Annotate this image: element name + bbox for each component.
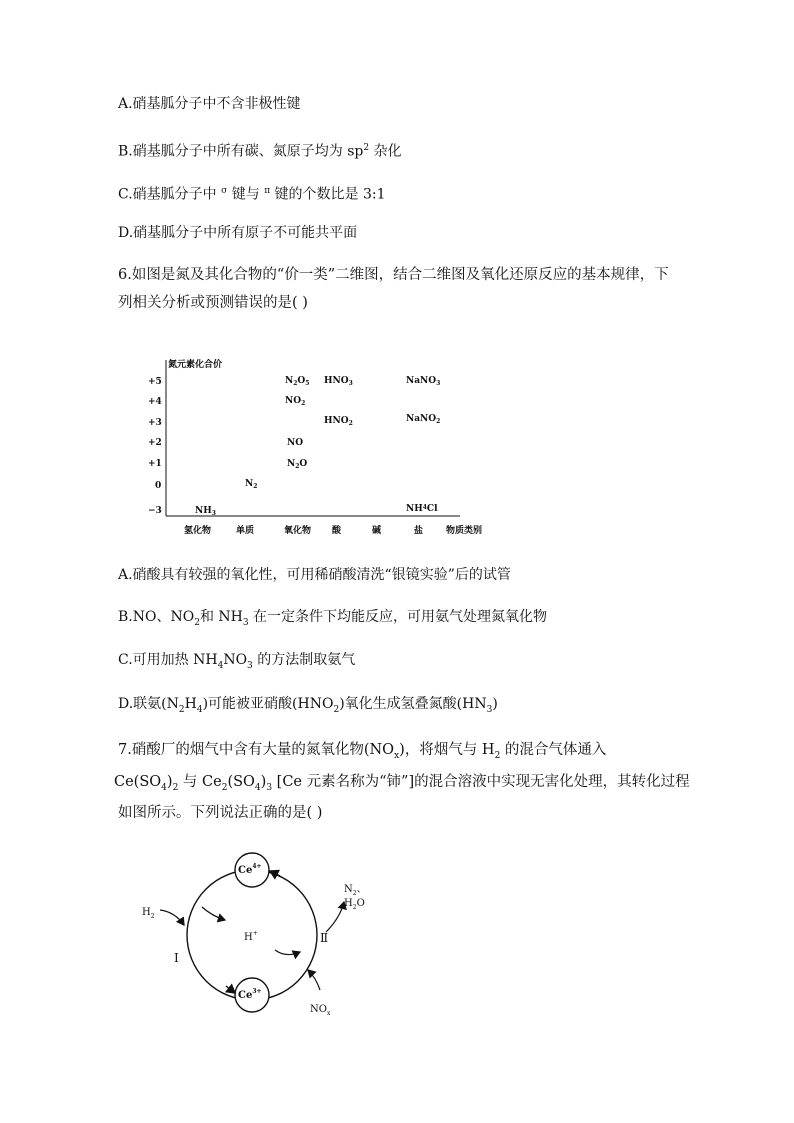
q6-stem-line1: 6.如图是氮及其化合物的“价一类”二维图，结合二维图及氧化还原反应的基本规律，下 — [118, 267, 669, 283]
cerium-cycle-diagram — [130, 840, 390, 1030]
y-tick-p3: +3 — [148, 418, 162, 428]
q7-stem-line1: 7.硝酸厂的烟气中含有大量的氮氧化物$(NO_x)$，将烟气与 $H_2$ 的混合气体通入 — [118, 742, 607, 761]
inner-arrow-1 — [202, 907, 225, 920]
hplus-label: H+ — [244, 930, 258, 943]
q6-option-b: B.NO、$NO_2$和 $NH_3$ 在一定条件下均能反应，可用氨气处理氮氧化物 — [118, 609, 548, 628]
step-1-label: Ⅰ — [174, 951, 179, 965]
species-hno3: $HNO_3$ — [324, 376, 353, 387]
h2-label: $H_2$ — [142, 907, 155, 920]
x-cat-hydride: 氢化物 — [184, 526, 212, 536]
y-tick-m3: −3 — [148, 506, 162, 516]
inner-arrow-2 — [275, 950, 300, 955]
products-arrow — [326, 902, 344, 932]
y-axis-label: 氮元素化合价 — [168, 360, 223, 370]
x-cat-element: 单质 — [236, 526, 255, 536]
y-tick-p2: +2 — [148, 438, 162, 448]
x-cat-oxide: 氧化物 — [284, 526, 312, 536]
species-nano3: NaNO$_3$ — [406, 376, 441, 387]
sigma-symbol: σ — [221, 186, 228, 196]
y-tick-p4: +4 — [148, 397, 162, 407]
species-n2o: $N_2O$ — [287, 459, 308, 470]
q5-option-b: B.硝基胍分子中所有碳、氮原子均为 $sp^2$ 杂化 — [118, 143, 402, 160]
h2-arrow — [160, 910, 184, 925]
y-tick-p1: +1 — [148, 459, 162, 469]
q7-stem-line2: $Ce(SO_4)_2$ 与 $Ce_2(SO_4)_3$ [Ce 元素名称为“铈”]的混合溶液中实现无害化处理，其转化过程 — [114, 774, 690, 793]
pi-symbol: π — [264, 186, 271, 196]
species-n2: $N_2$ — [245, 479, 258, 490]
x-cat-acid: 酸 — [332, 526, 342, 536]
y-tick-p5: +5 — [148, 377, 162, 387]
ce3-label: $Ce^{3+}$ — [238, 988, 262, 1001]
species-nh3: $NH_3$ — [195, 506, 216, 517]
step-2-label: Ⅱ — [320, 931, 329, 945]
q6-stem-line2: 列相关分析或预测错误的是( ) — [118, 295, 308, 311]
x-cat-base: 碱 — [372, 526, 382, 536]
ring-arrow-left — [226, 986, 235, 993]
nox-arrow — [308, 970, 320, 990]
species-no: NO — [287, 438, 304, 448]
species-hno2: $HNO_2$ — [324, 416, 353, 427]
q6-option-a: A.硝酸具有较强的氧化性，可用稀硝酸清洗“银镜实验”后的试管 — [118, 567, 511, 583]
q5-option-d: D.硝基胍分子中所有原子不可能共平面 — [118, 225, 358, 241]
species-no2: $NO_2$ — [285, 396, 306, 407]
q7-stem-line3: 如图所示。下列说法正确的是( ) — [118, 805, 323, 821]
q5-option-a: A.硝基胍分子中不含非极性键 — [118, 96, 301, 112]
species-nano2: NaNO$_2$ — [406, 414, 441, 425]
products-label-h2o: $H_2O$ — [344, 898, 365, 911]
q5-option-c: C.硝基胍分子中 $^\sigma$ 键与 $^\pi$ 键的个数比是 3:1 — [118, 186, 386, 203]
x-axis-label: 物质类别 — [446, 526, 483, 536]
q6-option-d: D.联氨$(N_2H_4)$可能被亚硝酸$(HNO_2)$氧化生成氢叠氮酸$(HN_3)$ — [118, 696, 498, 715]
nox-label: $NO_x$ — [310, 1004, 331, 1017]
ce4-label: $Ce^{4+}$ — [238, 863, 262, 876]
x-cat-salt: 盐 — [414, 526, 424, 536]
y-tick-0: 0 — [155, 481, 162, 491]
species-nh4cl: $NH^4Cl$ — [406, 504, 438, 514]
species-n2o5: $N_2O_5$ — [285, 376, 310, 387]
products-label-n2: $N_2$、 — [344, 884, 367, 897]
valence-class-chart — [140, 350, 510, 540]
q6-option-c: C.可用加热 $NH_4NO_3$ 的方法制取氨气 — [118, 652, 356, 671]
